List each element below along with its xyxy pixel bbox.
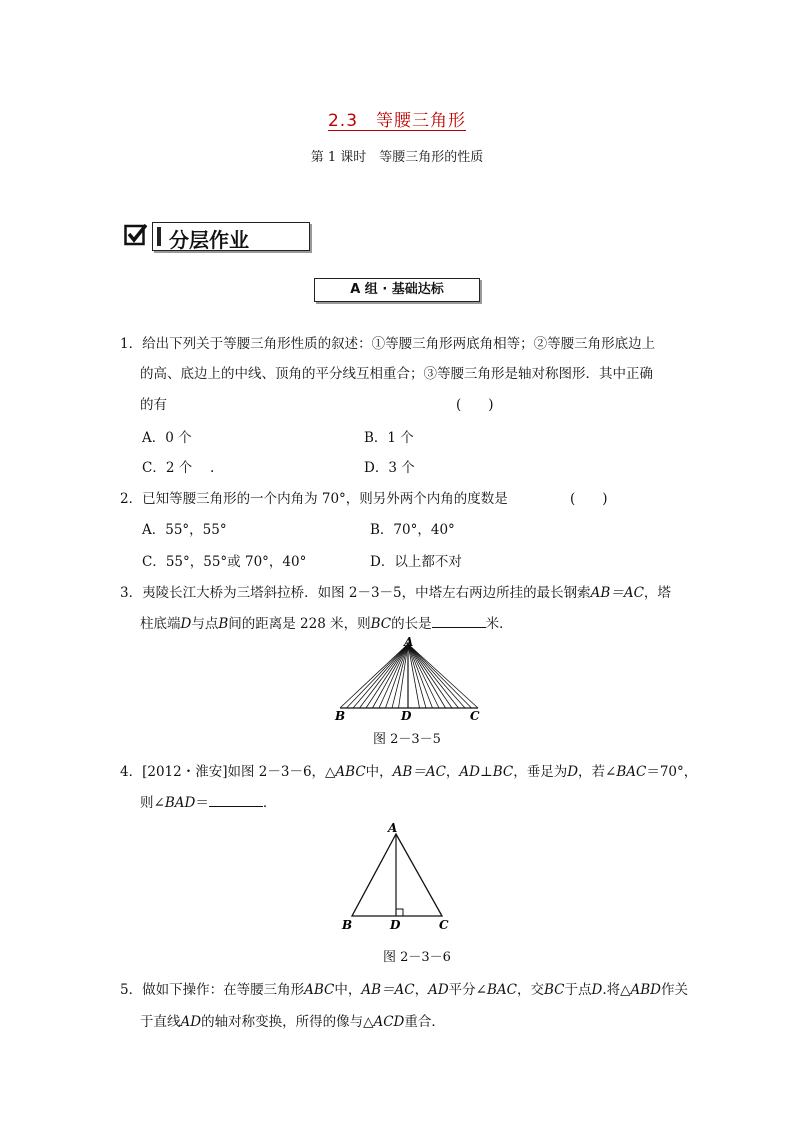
page-subtitle: 第 1 课时 等腰三角形的性质 bbox=[310, 150, 484, 165]
q2-line1: 2．已知等腰三角形的一个内角为 70°，则另外两个内角的度数是 bbox=[120, 491, 508, 507]
bridge-point-d: D bbox=[401, 709, 412, 723]
q2-option-c: C．55°，55°或 70°，40° bbox=[142, 554, 307, 570]
group-badge: A 组 · 基础达标 bbox=[314, 278, 480, 302]
q4-answer-blank bbox=[209, 794, 263, 807]
bridge-point-b: B bbox=[335, 709, 346, 723]
bridge-cable bbox=[408, 644, 452, 708]
q1-line1: 1．给出下列关于等腰三角形性质的叙述：①等腰三角形两底角相等；②等腰三角形底边上 bbox=[120, 336, 656, 352]
bridge-cable bbox=[366, 644, 408, 708]
bridge-point-c: C bbox=[470, 709, 480, 723]
bridge-cable bbox=[408, 644, 478, 708]
triangle-point-b: B bbox=[342, 918, 353, 932]
q2-option-a: A．55°，55° bbox=[142, 522, 227, 538]
bridge-cable bbox=[408, 644, 459, 708]
triangle-point-c: C bbox=[439, 918, 449, 932]
figure-caption-2-3-5: 图 2－3－5 bbox=[373, 732, 441, 747]
figure-caption-2-3-6: 图 2－3－6 bbox=[383, 950, 451, 965]
q2-answer-paren: ( ) bbox=[570, 491, 608, 507]
figure-triangle bbox=[338, 818, 458, 934]
bridge-cable bbox=[386, 644, 409, 708]
q2-option-b: B．70°，40° bbox=[370, 522, 455, 538]
q1-line2: 的高、底边上的中线、顶角的平分线互相重合；③等腰三角形是轴对称图形．其中正确 bbox=[140, 366, 653, 382]
q4-line1: 4．[2012・淮安]如图 2－3－6，△ABC中，AB＝AC，AD⊥BC，垂足为D，若∠BAC＝70°， bbox=[120, 764, 698, 780]
triangle-point-a: A bbox=[388, 821, 398, 835]
section-badge bbox=[152, 222, 310, 251]
page-title: 2.3 等腰三角形 bbox=[327, 111, 467, 131]
q3-line1: 3．夷陵长江大桥为三塔斜拉桥．如图 2－3－5，中塔左右两边所挂的最长钢索AB＝AC，塔 bbox=[120, 585, 671, 601]
bridge-point-a: A bbox=[404, 635, 414, 649]
triangle-point-d: D bbox=[390, 918, 401, 932]
q2-option-d: D．以上都不对 bbox=[370, 554, 462, 570]
q3-line2: 柱底端D与点B间的距离是 228 米，则BC的长是 米． bbox=[140, 616, 513, 632]
checkbox-checked-icon bbox=[124, 223, 148, 247]
bridge-cable bbox=[408, 644, 465, 708]
q1-option-d: D．3 个 bbox=[364, 460, 415, 476]
section-bar bbox=[157, 227, 161, 246]
q1-option-c: C．2 个 . bbox=[142, 460, 215, 476]
q3-answer-blank bbox=[432, 615, 486, 628]
q5-line2: 于直线AD的轴对称变换，所得的像与△ACD重合． bbox=[140, 1014, 445, 1030]
figure-bridge bbox=[330, 632, 490, 724]
bridge-cable bbox=[373, 644, 409, 708]
bridge-cable bbox=[347, 644, 409, 708]
q1-option-b: B．1 个 bbox=[364, 430, 414, 446]
q4-line2: 则∠BAD＝ ． bbox=[140, 795, 277, 811]
section-label: 分层作业 bbox=[169, 228, 249, 252]
bridge-cable bbox=[340, 644, 408, 708]
q1-answer-paren: ( ) bbox=[456, 397, 494, 413]
q1-line3: 的有 bbox=[140, 397, 167, 413]
q1-option-a: A．0 个 bbox=[142, 430, 192, 446]
q5-line1: 5．做如下操作：在等腰三角形ABC中，AB＝AC，AD平分∠BAC，交BC于点D.将△ABD作关 bbox=[120, 982, 689, 998]
bridge-cable bbox=[408, 644, 433, 708]
